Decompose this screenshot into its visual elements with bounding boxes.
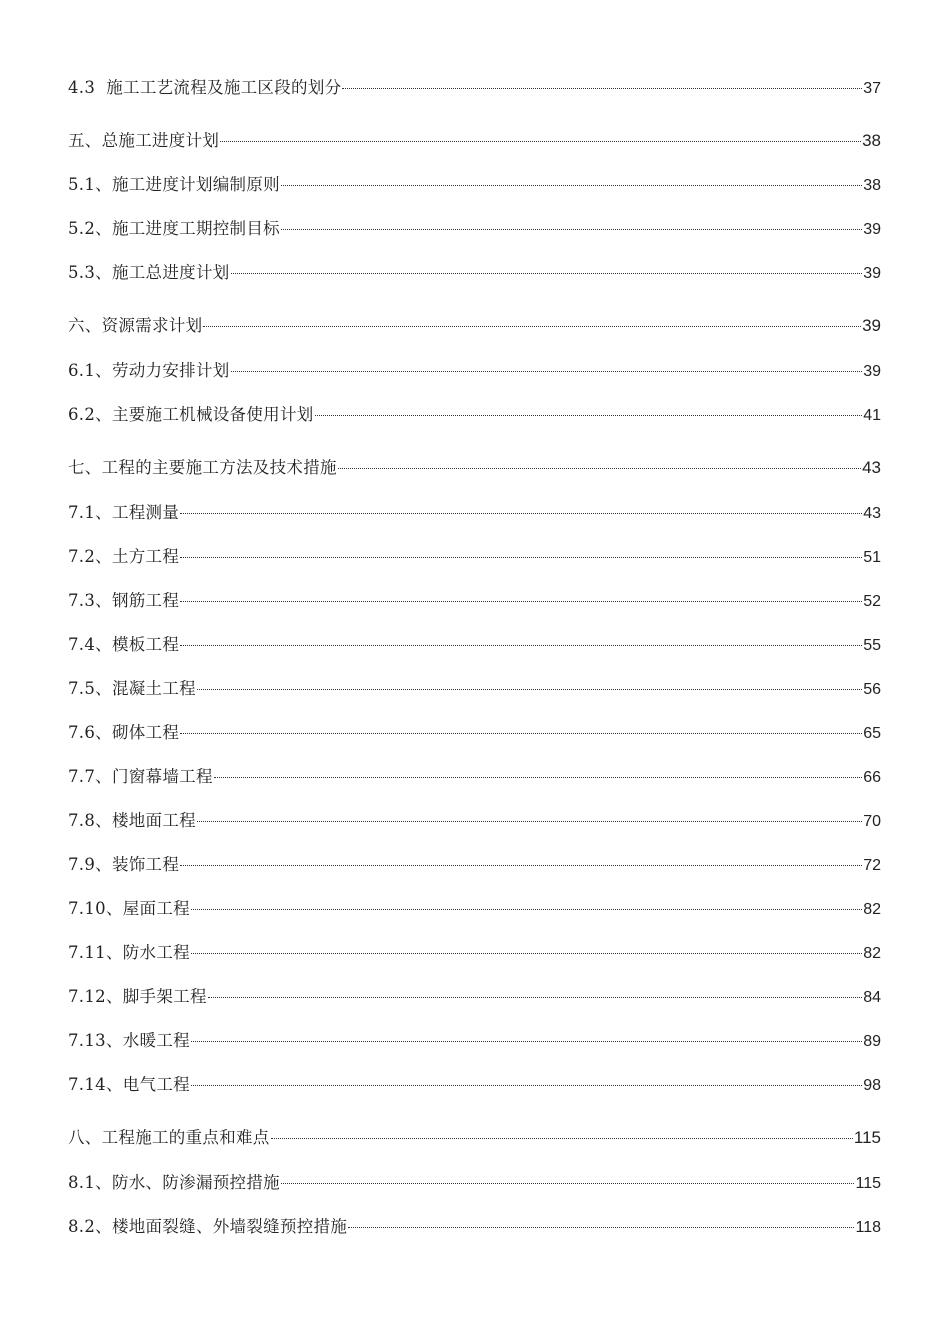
dot-leader [191,909,862,910]
toc-entry-label: 5.1、施工进度计划编制原则 [68,175,280,194]
toc-entry[interactable] [68,763,881,791]
dot-leader [348,1227,854,1228]
toc-page-number: 115 [853,1128,881,1147]
dot-leader [231,273,863,274]
toc-page-number: 56 [863,681,881,698]
toc-entry[interactable] [68,215,881,243]
toc-entry-label: 5.2、施工进度工期控制目标 [68,219,280,238]
toc-entry[interactable] [68,851,881,879]
dot-leader [180,733,862,734]
toc-page-number: 82 [863,901,881,918]
dot-leader [342,88,862,89]
toc-entry[interactable] [68,587,881,615]
toc-entry-label: 6.2、主要施工机械设备使用计划 [68,405,314,424]
dot-leader [180,601,862,602]
toc-page-number: 41 [863,407,881,424]
toc-page-number: 51 [863,549,881,566]
toc-page-number: 72 [863,857,881,874]
toc-entry-label: 7.5、混凝土工程 [68,679,196,698]
toc-chapter-entry[interactable] [68,312,881,340]
toc-entry[interactable] [68,1169,881,1197]
dot-leader [197,689,862,690]
toc-entry-label: 7.1、工程测量 [68,503,180,522]
toc-page-number: 98 [863,1077,881,1094]
toc-entry-label: 7.6、砌体工程 [68,723,180,742]
toc-page-number: 84 [863,989,881,1006]
toc-entry[interactable] [68,631,881,659]
toc-entry[interactable] [68,74,881,102]
dot-leader [271,1138,853,1139]
dot-leader [208,997,862,998]
toc-entry[interactable] [68,1071,881,1099]
toc-chapter-entry[interactable] [68,454,881,482]
dot-leader [315,415,863,416]
toc-entry[interactable] [68,719,881,747]
toc-entry[interactable] [68,895,881,923]
toc-entry-label: 7.13、水暖工程 [68,1031,190,1050]
dot-leader [180,645,862,646]
toc-entry-label: 七、工程的主要施工方法及技术措施 [68,458,337,477]
toc-page-number: 38 [863,177,881,194]
toc-entry[interactable] [68,1027,881,1055]
dot-leader [214,777,862,778]
dot-leader [203,326,861,327]
toc-page-number: 39 [863,221,881,238]
toc-entry-label: 6.1、劳动力安排计划 [68,361,230,380]
toc-chapter-entry[interactable] [68,1124,881,1152]
dot-leader [281,1183,855,1184]
toc-page-number: 89 [863,1033,881,1050]
toc-entry-label: 7.12、脚手架工程 [68,987,207,1006]
toc-page-number: 39 [862,316,881,335]
toc-page-number: 82 [863,945,881,962]
dot-leader [231,371,863,372]
toc-entry[interactable] [68,807,881,835]
toc-chapter-entry[interactable] [68,127,881,155]
toc-entry[interactable] [68,543,881,571]
toc-entry[interactable] [68,983,881,1011]
toc-entry[interactable] [68,357,881,385]
toc-page-number: 43 [862,458,881,477]
toc-page-number: 65 [863,725,881,742]
toc-entry[interactable] [68,675,881,703]
toc-entry[interactable] [68,401,881,429]
toc-entry-label: 六、资源需求计划 [68,316,203,335]
dot-leader [180,513,862,514]
toc-entry-label: 8.2、楼地面裂缝、外墙裂缝预控措施 [68,1217,348,1236]
toc-entry-label: 7.4、模板工程 [68,635,180,654]
dot-leader [191,1041,862,1042]
dot-leader [180,865,862,866]
dot-leader [338,468,861,469]
dot-leader [191,1085,862,1086]
toc-entry-label: 4.3 施工工艺流程及施工区段的划分 [68,78,342,97]
toc-page-number: 118 [855,1219,881,1236]
toc-entry[interactable] [68,939,881,967]
toc-entry[interactable] [68,259,881,287]
toc-entry-label: 7.14、电气工程 [68,1075,190,1094]
toc-entry-label: 7.7、门窗幕墙工程 [68,767,213,786]
toc-page-number: 70 [863,813,881,830]
dot-leader [191,953,862,954]
toc-entry-label: 7.3、钢筋工程 [68,591,180,610]
toc-entry-label: 五、总施工进度计划 [68,131,220,150]
toc-entry-label: 8.1、防水、防渗漏预控措施 [68,1173,280,1192]
dot-leader [180,557,862,558]
toc-page-number: 43 [863,505,881,522]
toc-page-number: 39 [863,265,881,282]
dot-leader [197,821,862,822]
toc-page-number: 37 [863,80,881,97]
dot-leader [220,141,861,142]
dot-leader [281,185,862,186]
toc-entry-label: 7.9、装饰工程 [68,855,180,874]
toc-page-number: 39 [863,363,881,380]
toc-entry[interactable] [68,1213,881,1241]
toc-entry-label: 7.8、楼地面工程 [68,811,196,830]
toc-entry-label: 5.3、施工总进度计划 [68,263,230,282]
toc-entry[interactable] [68,171,881,199]
toc-entry-label: 7.2、土方工程 [68,547,180,566]
toc-entry-label: 7.11、防水工程 [68,943,190,962]
toc-entry-label: 八、工程施工的重点和难点 [68,1128,270,1147]
toc-entry-label: 7.10、屋面工程 [68,899,190,918]
toc-page-number: 52 [863,593,881,610]
toc-entry[interactable] [68,499,881,527]
toc-page-number: 66 [863,769,881,786]
dot-leader [281,229,862,230]
toc-page-number: 38 [862,131,881,150]
toc-page-number: 115 [855,1175,881,1192]
toc-page-number: 55 [863,637,881,654]
